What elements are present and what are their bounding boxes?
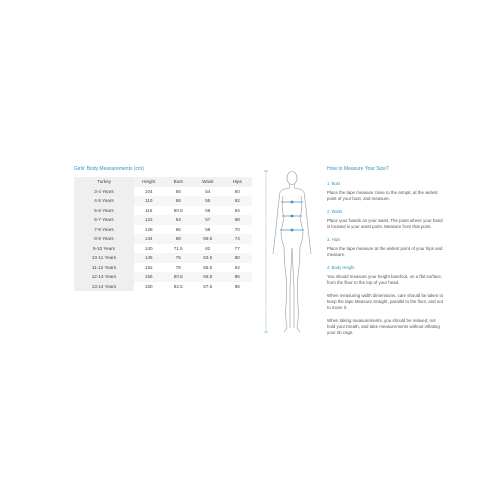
bust-cell: 58 <box>164 196 194 206</box>
height-cell: 140 <box>134 244 164 254</box>
height-cell: 116 <box>134 206 164 216</box>
header-bust: Bust <box>164 177 194 187</box>
guide-section-text: Place your hands on your waist. The point where your hand is located is your waist point. Measure from that point. <box>327 218 443 229</box>
hips-cell: 64 <box>223 206 253 216</box>
bust-cell: 65 <box>164 225 194 235</box>
bust-cell: 75 <box>164 253 194 263</box>
age-cell: 5-6 Years <box>74 206 134 216</box>
waist-cell: 54 <box>193 187 223 197</box>
waist-cell: 55 <box>193 196 223 206</box>
age-cell: 10-11 Years <box>74 253 134 263</box>
waist-cell: 65.5 <box>193 263 223 273</box>
age-cell: 4-5 Years <box>74 196 134 206</box>
bust-cell: 56 <box>164 187 194 197</box>
age-cell: 7-8 Years <box>74 225 134 235</box>
table-row <box>74 272 252 282</box>
guide-section-text: You should measure your height barefoot, on a flat surface, from the floor to the top of your head. <box>327 274 443 285</box>
hips-cell: 62 <box>223 196 253 206</box>
header-waist: Waist <box>193 177 223 187</box>
hips-cell: 80 <box>223 253 253 263</box>
age-cell: 12-13 Years <box>74 272 134 282</box>
header-turkey: Turkey <box>74 177 134 187</box>
age-cell: 13-14 Years <box>74 282 134 292</box>
table-row <box>74 263 252 273</box>
header-height: Height <box>134 177 164 187</box>
waist-cell: 59.5 <box>193 234 223 244</box>
table-row <box>74 225 252 235</box>
hips-cell: 77 <box>223 244 253 254</box>
guide-section-heading: 4. Body Height <box>327 265 355 270</box>
height-cell: 110 <box>134 196 164 206</box>
table-row <box>74 244 252 254</box>
height-cell: 104 <box>134 187 164 197</box>
measure-guide <box>327 166 445 343</box>
table-row <box>74 253 252 263</box>
waist-cell: 57 <box>193 215 223 225</box>
body-measurement-figure-icon <box>262 168 322 340</box>
table-row <box>74 215 252 225</box>
height-cell: 152 <box>134 263 164 273</box>
bust-cell: 71.5 <box>164 244 194 254</box>
bust-cell: 78 <box>164 263 194 273</box>
age-cell: 11-12 Years <box>74 263 134 273</box>
bust-cell: 68 <box>164 234 194 244</box>
waist-cell: 62 <box>193 244 223 254</box>
height-cell: 134 <box>134 234 164 244</box>
hips-cell: 74 <box>223 234 253 244</box>
hips-cell: 70 <box>223 225 253 235</box>
height-cell: 122 <box>134 215 164 225</box>
table-header-row <box>74 177 252 187</box>
waist-cell: 58 <box>193 225 223 235</box>
waist-cell: 66.5 <box>193 272 223 282</box>
guide-section-heading: 3. Hips <box>327 237 341 242</box>
table-row <box>74 282 252 292</box>
table-row <box>74 206 252 216</box>
hips-cell: 86 <box>223 272 253 282</box>
bust-cell: 60.5 <box>164 206 194 216</box>
age-cell: 6-7 Years <box>74 215 134 225</box>
bust-cell: 82.5 <box>164 282 194 292</box>
table-row <box>74 187 252 197</box>
age-cell: 8-9 Years <box>74 234 134 244</box>
waist-cell: 56 <box>193 206 223 216</box>
height-cell: 146 <box>134 253 164 263</box>
waist-cell: 63.5 <box>193 253 223 263</box>
guide-section-heading: 2. Waist <box>327 209 342 214</box>
size-table-title: Girls' Body Measurements (cm) <box>74 166 144 172</box>
waist-cell: 67.5 <box>193 282 223 292</box>
header-hips: Hips <box>223 177 253 187</box>
hips-cell: 60 <box>223 187 253 197</box>
table-row <box>74 234 252 244</box>
height-cell: 156 <box>134 272 164 282</box>
guide-section-text: Place the tape measure close to the armpit, at the widest point of your bust, and measure. <box>327 190 438 201</box>
age-cell: 9-10 Years <box>74 244 134 254</box>
size-table <box>74 177 252 291</box>
hips-cell: 68 <box>223 215 253 225</box>
guide-section-text: Place the tape measure at the widest point of your hips and measure. <box>327 246 443 257</box>
hips-cell: 84 <box>223 263 253 273</box>
guide-note: When taking measurements, you should be relaxed, not hold your breath, and take measurements without inflating your rib cage. <box>327 318 440 335</box>
guide-title: How to Measure Your Size? <box>327 166 389 172</box>
bust-cell: 80.5 <box>164 272 194 282</box>
height-cell: 160 <box>134 282 164 292</box>
hips-cell: 88 <box>223 282 253 292</box>
guide-section-heading: 1. Bust <box>327 181 341 186</box>
bust-cell: 63 <box>164 215 194 225</box>
height-cell: 128 <box>134 225 164 235</box>
guide-note: When measuring width dimensions, care should be taken to keep the tape Measure straight, parallel to the floor, and not to move it. <box>327 293 444 310</box>
table-row <box>74 196 252 206</box>
age-cell: 3-4 Years <box>74 187 134 197</box>
